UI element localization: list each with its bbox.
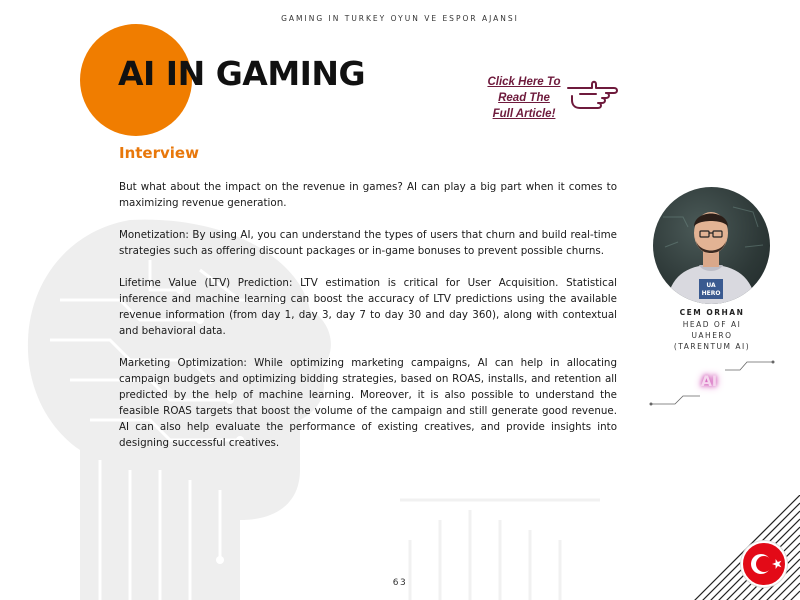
page-number: 63 bbox=[392, 578, 408, 588]
page-title: AI IN GAMING bbox=[118, 54, 366, 93]
header-tagline: GAMING IN TURKEY OYUN VE ESPOR AJANSI bbox=[281, 14, 519, 23]
pointing-hand-icon[interactable] bbox=[566, 76, 620, 112]
person-role: HEAD OF AI bbox=[682, 320, 742, 329]
portrait-illustration bbox=[653, 187, 770, 304]
paragraph-intro: But what about the impact on the revenue in games? AI can play a big part when it comes to maximizing revenue generation. bbox=[119, 181, 617, 209]
person-name: CEM ORHAN bbox=[679, 308, 745, 317]
ai-glow-badge: AI bbox=[701, 374, 718, 390]
paragraph-ltv: Lifetime Value (LTV) Prediction: LTV estimation is critical for User Acquisition. Statistical inference and machine learning can boost the accuracy of LTV predictions using the available revenue information (from day 1, day 3, day 7 to day 30 and day 360), along with contextual and behavioral data. bbox=[119, 277, 617, 337]
avatar bbox=[653, 187, 770, 304]
article-body bbox=[119, 179, 617, 467]
paragraph-marketing: Marketing Optimization: While optimizing marketing campaigns, AI can help in allocating campaign budgets and optimizing bidding strategies, based on ROAS, installs, and retention all predicted by the help of machine learning. Moreover, it is also possible to understand the feasible ROAS targets that boost the volume of the campaign and still generate good revenue. AI can also help evaluate the performance of existing creatives, and provide insights into designing successful creatives. bbox=[119, 357, 617, 449]
person-company: UAHERO bbox=[691, 331, 733, 340]
cta-line-1: Click Here To bbox=[487, 76, 561, 88]
section-label: Interview bbox=[119, 144, 199, 162]
person-organization: (TARENTUM AI) bbox=[673, 342, 751, 351]
shirt-logo-line-2: HERO bbox=[701, 290, 721, 297]
paragraph-monetization: Monetization: By using AI, you can understand the types of users that churn and build real-time strategies such as offering discount packages or in-game bonuses to prevent possible churns. bbox=[119, 229, 617, 257]
cta-line-3: Full Article! bbox=[492, 108, 556, 120]
cta-line-2: Read The bbox=[498, 92, 550, 104]
shirt-logo-line-1: UA bbox=[706, 282, 716, 289]
read-full-article-link[interactable] bbox=[478, 74, 570, 122]
